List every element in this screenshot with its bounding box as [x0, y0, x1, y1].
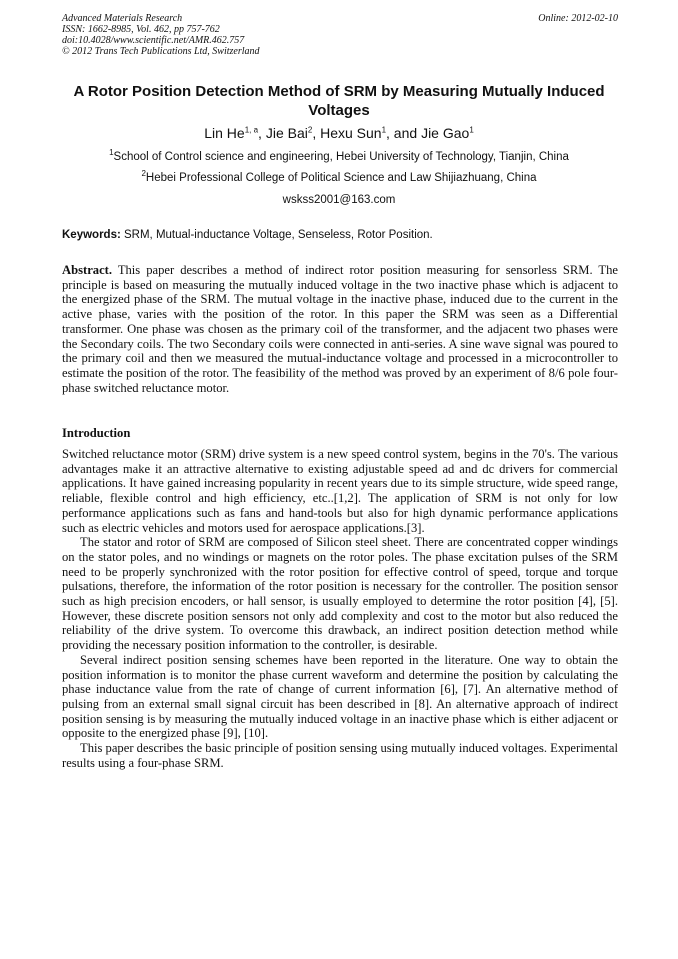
abstract-text: This paper describes a method of indirect rotor position measuring for sensorless SRM. The principle is based on measuring the mutually induced voltage in the two inactive phase which is adjacent to the energized phase of the SRM. The mutual voltage in the inactive phase, induced due to the current in the active phase, varies with the position of the rotor. In this paper the SRM was seen as a Differential transformer. One phase was chosen as the primary coil of the transformer, and the adjacent two phases were the Secondary coils. The two Secondary coils were connected in anti-series. A sine wave signal was poured to the primary coil and then we measured the mutual-inductance voltage and processed in a microcontroller to estimate the position of the rotor. The feasibility of the method was proved by an experiment of 8/6 pole four-phase switched reluctance motor.: [62, 263, 618, 395]
journal-header: [62, 13, 618, 57]
abstract-label: Abstract.: [62, 263, 113, 277]
author-sep: , and: [386, 125, 422, 141]
introduction-body: [62, 447, 618, 770]
author-email[interactable]: wskss2001@163.com: [282, 194, 396, 206]
affiliation-text: School of Control science and engineering, Hebei University of Technology, Tianjin, China: [113, 151, 569, 163]
paper-title: A Rotor Position Detection Method of SRM by Measuring Mutually Induced Voltages: [73, 83, 605, 119]
copyright-line: © 2012 Trans Tech Publications Ltd, Switzerland: [62, 46, 260, 57]
paragraph: This paper describes the basic principle of position sensing using mutually induced voltages. Experimental results using a four-phase SRM.: [62, 741, 618, 770]
journal-name: Advanced Materials Research: [62, 13, 183, 24]
author-sup: 1: [381, 125, 387, 135]
affiliation-1: [60, 150, 618, 164]
affiliation-text: Hebei Professional College of Political Science and Law Shijiazhuang, China: [145, 172, 537, 184]
online-date: Online: 2012-02-10: [538, 13, 618, 24]
issn-line: ISSN: 1662-8985, Vol. 462, pp 757-762: [62, 24, 220, 35]
author-sup: 1, a: [244, 125, 259, 135]
author-list: [60, 125, 618, 142]
author-name: Hexu Sun: [320, 125, 382, 141]
author-sep: ,: [258, 125, 266, 141]
paragraph: The stator and rotor of SRM are composed of Silicon steel sheet. There are concentrated copper windings on the stator poles, and no windings or magnets on the rotor poles. The phase excitation pulses of the SRM need to be properly synchronized with the rotor position for effective control of speed, torque and torque pulsations, therefore, the information of the rotor position is necessary for the controller. The position sensor such as high precision encoders, or hall sensor, is usually employed to determine the rotor position [4], [5]. However, these discrete position sensors not only add complexity and cost to the motor but also reduced the reliability of the drive system. To overcome this drawback, an indirect position detection method while providing the necessary position information to the controller, is desirable.: [62, 535, 618, 653]
keywords-label: Keywords:: [62, 229, 121, 241]
affiliation-sup: 2: [141, 169, 146, 179]
author-sup: 1: [469, 125, 474, 135]
abstract: [62, 263, 618, 395]
keywords: [62, 228, 618, 242]
paragraph: Switched reluctance motor (SRM) drive system is a new speed control system, begins in the 70's. The various advantages make it an attractive alternative to existing adjustable speed ad and dc drivers for commercial applications. It have gained increasing popularity in recent years due to its simple structure, wide speed range, reliable, flexible control and high efficiency, etc..[1,2]. The application of SRM is not only for low performance applications such as fans and hand-tools but also for high dynamic performance applications such as electric vehicles and motors used for aerospace applications.[3].: [62, 447, 618, 535]
author-name: Jie Gao: [421, 125, 470, 141]
keywords-text: SRM, Mutual-inductance Voltage, Senseless, Rotor Position.: [124, 229, 433, 241]
section-heading-introduction: Introduction: [62, 426, 131, 440]
author-sep: ,: [312, 125, 321, 141]
author-name: Jie Bai: [265, 125, 308, 141]
affiliation-sup: 1: [109, 148, 114, 158]
paragraph: Several indirect position sensing schemes have been reported in the literature. One way to obtain the position information is to monitor the phase current waveform and determine the position by calculating the phase inductance value from the rate of change of current information [6], [7]. An alternative method of pulsing from an external small signal circuit has been described in [8]. An alternative approach of indirect position sensing is by measuring the mutually induced voltage in an inactive phase which is either adjacent or opposite to the energized phase [9], [10].: [62, 652, 618, 741]
author-name: Lin He: [204, 125, 245, 141]
author-sup: 2: [307, 125, 313, 135]
affiliation-2: [60, 171, 618, 185]
doi-line: doi:10.4028/www.scientific.net/AMR.462.757: [62, 35, 245, 46]
